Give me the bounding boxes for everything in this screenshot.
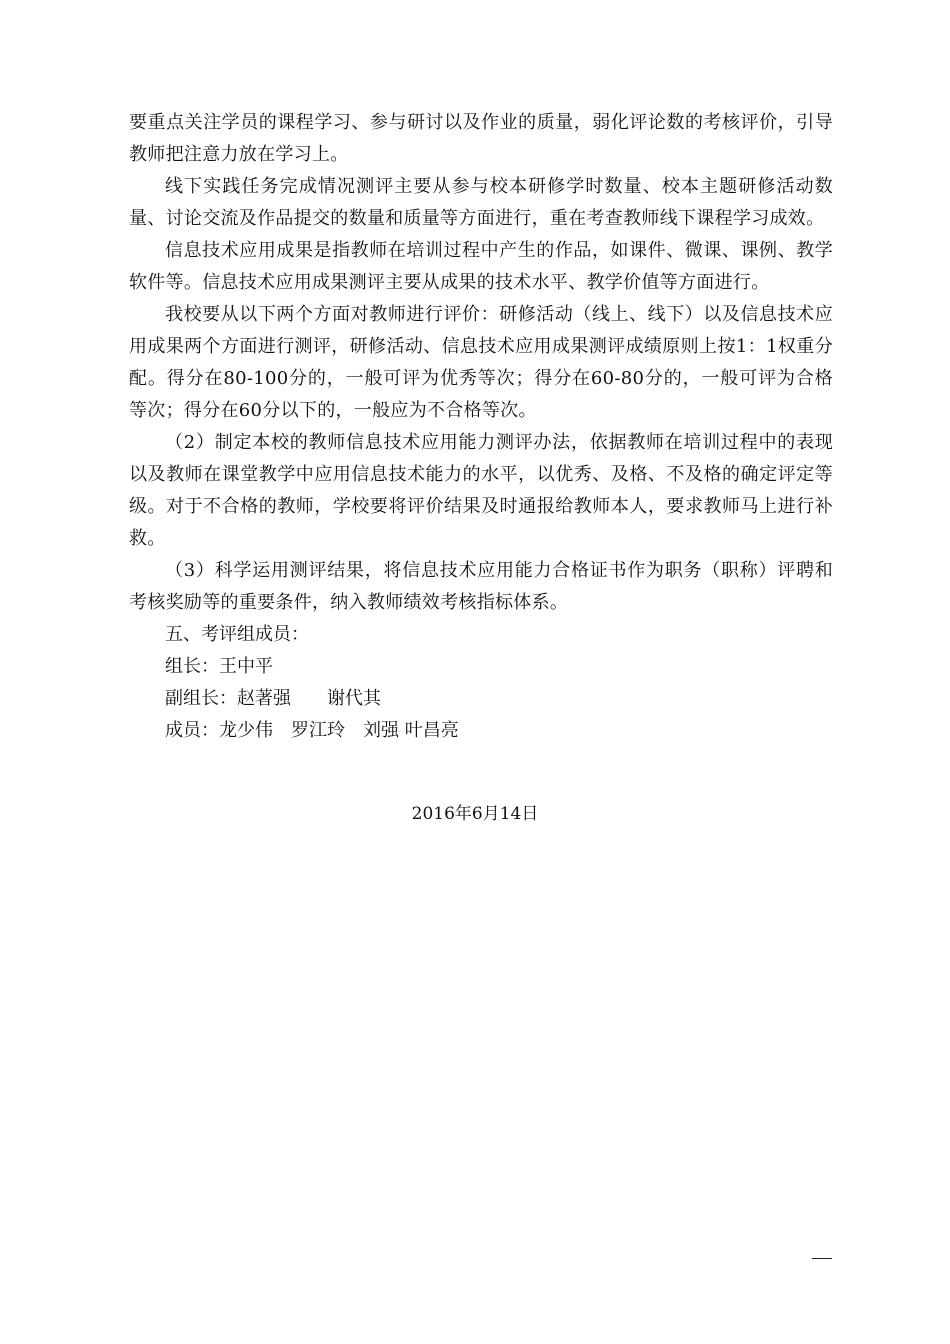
paragraph-offline-evaluation: 线下实践任务完成情况测评主要从参与校本研修学时数量、校本主题研修活动数量、讨论交流及作品提交的数量和质量等方面进行，重在考查教师线下课程学习成效。 — [129, 176, 833, 229]
document-date: 2016年6月14日 — [411, 804, 539, 824]
paragraph-school-evaluation: 我校要从以下两个方面对教师进行评价：研修活动（线上、线下）以及信息技术应用成果两个方面进行测评，研修活动、信息技术应用成果测评成绩原则上按1：1权重分配。得分在80-100分的，一般可评为优秀等次；得分在60-80分的，一般可评为合格等次；得分在60分以下的，一般应为不合格等次。 — [129, 304, 833, 421]
document-body — [129, 107, 833, 747]
paragraph-item-2: （2）制定本校的教师信息技术应用能力测评办法，依据教师在培训过程中的表现以及教师在课堂教学中应用信息技术能力的水平，以优秀、及格、不及格的确定评定等级。对于不合格的教师，学校要将评价结果及时通报给教师本人，要求教师马上进行补救。 — [129, 432, 833, 549]
deputy-leader: 副组长：赵著强 谢代其 — [165, 688, 381, 709]
page-dash-mark — [812, 1258, 832, 1259]
paragraph-it-outcomes: 信息技术应用成果是指教师在培训过程中产生的作品，如课件、微课、课例、教学软件等。信息技术应用成果测评主要从成果的技术水平、教学价值等方面进行。 — [129, 240, 833, 293]
team-members: 成员：龙少伟 罗江玲 刘强 叶昌亮 — [165, 720, 459, 741]
paragraph-item-3: （3）科学运用测评结果，将信息技术应用能力合格证书作为职务（职称）评聘和考核奖励等的重要条件，纳入教师绩效考核指标体系。 — [129, 560, 833, 613]
section-heading: 五、考评组成员： — [165, 624, 309, 645]
team-leader: 组长：王中平 — [165, 656, 273, 677]
paragraph-continuation: 要重点关注学员的课程学习、参与研讨以及作业的质量，弱化评论数的考核评价，引导教师把注意力放在学习上。 — [129, 112, 833, 165]
